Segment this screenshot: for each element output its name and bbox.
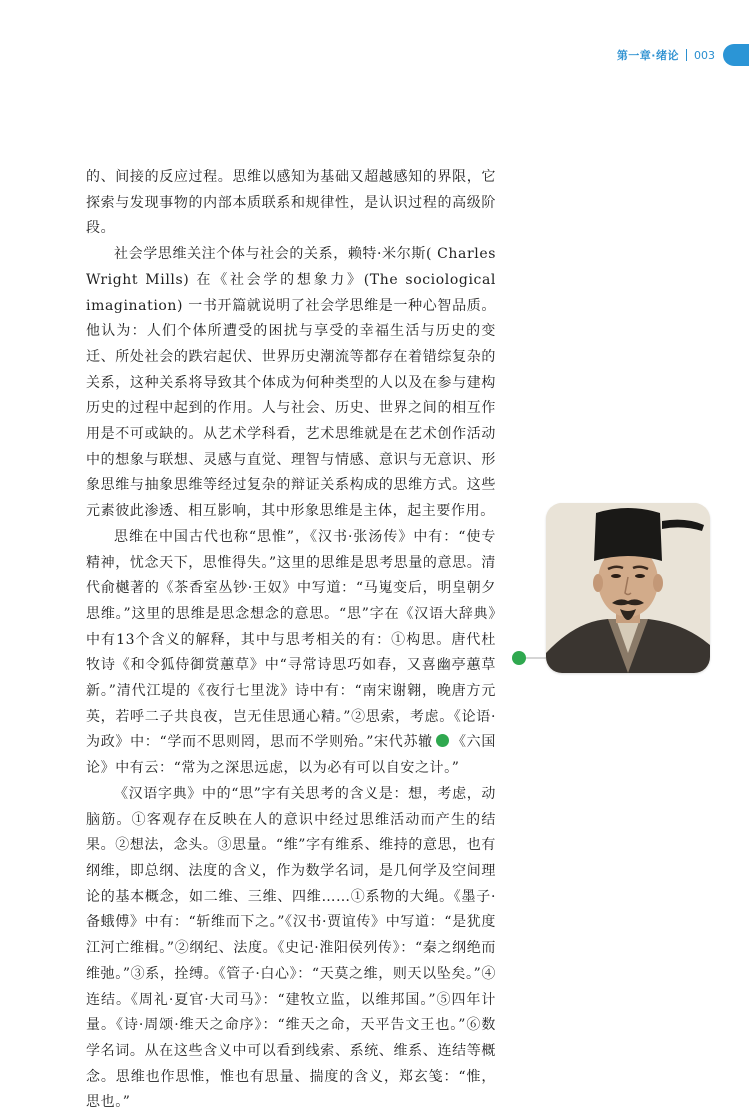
- paragraph-3: [86, 525, 496, 782]
- portrait-image: [546, 503, 710, 673]
- body-text: [86, 165, 496, 1116]
- page-number: 003: [694, 48, 715, 62]
- paragraph-3-text: 思维在中国古代也称“思惟”，《汉书·张汤传》中有：“使专精神，忧念天下，思惟得失。”这里的思维是思考思量的意思。清代俞樾著的《茶香室丛钞·王奴》中写道：“马嵬变后，明皇朝夕思维。”这里的思维是思念想念的意思。“思”字在《汉语大辞典》中有13个含义的解释，其中与思考相关的有：①构思。唐代杜牧诗《和令狐侍御赏蕙草》中“寻常诗思巧如春，又喜幽亭蕙草新。”清代江堤的《夜行七里泷》诗中有：“南宋谢翱，晚唐方元英，若呼二子共良夜，岂无佳思通心精。”②思索，考虑。《论语·为政》中：“学而不思则罔，思而不学则殆。”宋代苏辙: [86, 528, 496, 751]
- paragraph-3-tail: 《六国论》中有云：“常为之深思远虑，以为必有可以自安之计。”: [86, 734, 496, 777]
- header-divider: [686, 49, 687, 61]
- inline-marker-dot[interactable]: [436, 734, 449, 747]
- portrait-marker-dot[interactable]: [512, 651, 526, 665]
- paragraph-1: 的、间接的反应过程。思维以感知为基础又超越感知的界限，它探索与发现事物的内部本质联系和规律性，是认识过程的高级阶段。: [86, 169, 496, 237]
- paragraph-4: 《汉语字典》中的“思”字有关思考的含义是：想，考虑，动脑筋。①客观存在反映在人的意识中经过思维活动而产生的结果。②想法，念头。③思量。“维”字有维系、维持的意思，也有纲维，即总纲、法度的含义，作为数学名词，是几何学及空间理论的基本概念，如二维、三维、四维……①系物的大绳。《墨子·备蛾傅》中有：“斩维而下之。”《汉书·贾谊传》中写道：“是犹度江河亡维楫。”②纲纪、法度。《史记·淮阳侯列传》：“秦之纲绝而维弛。”③系，拴缚。《管子·白心》：“天莫之维，则天以坠矣。”④连结。《周礼·夏官·大司马》：“建牧立监，以维邦国。”⑤四年计量。《诗·周颂·维天之命序》：“维天之命，天平告文王也。”⑥数学名词。从在这些含义中可以看到线索、系统、维系、连结等概念。思维也作思惟，惟也有思量、揣度的含义，郑玄笺：“惟，思也。”: [86, 785, 496, 1111]
- portrait-illustration: [546, 503, 710, 673]
- paragraph-2: 社会学思维关注个体与社会的关系，赖特·米尔斯( Charles Wright Mills) 在《社会学的想象力》(The sociological imagination) 一书开篇就说明了社会学思维是一种心智品质。他认为：人们个体所遭受的困扰与享受的幸福生活与历史的变迁、所处社会的跌宕起伏、世界历史潮流等都存在着错综复杂的关系，这种关系将导致其个体成为何种类型的人以及在参与建构历史的过程中起到的作用。人与社会、历史、世界之间的相互作用是不可或缺的。从艺术学科看，艺术思维就是在艺术创作活动中的想象与联想、灵感与直觉、理智与情感、意识与无意识、形象思维与抽象思维等经过复杂的辩证关系构成的思维方式。这些元素彼此渗透、相互影响，其中形象思维是主体，起主要作用。: [86, 246, 496, 520]
- chapter-label: 第一章·绪论: [616, 49, 679, 62]
- running-header: [617, 44, 749, 66]
- page-tab-marker: [723, 44, 749, 66]
